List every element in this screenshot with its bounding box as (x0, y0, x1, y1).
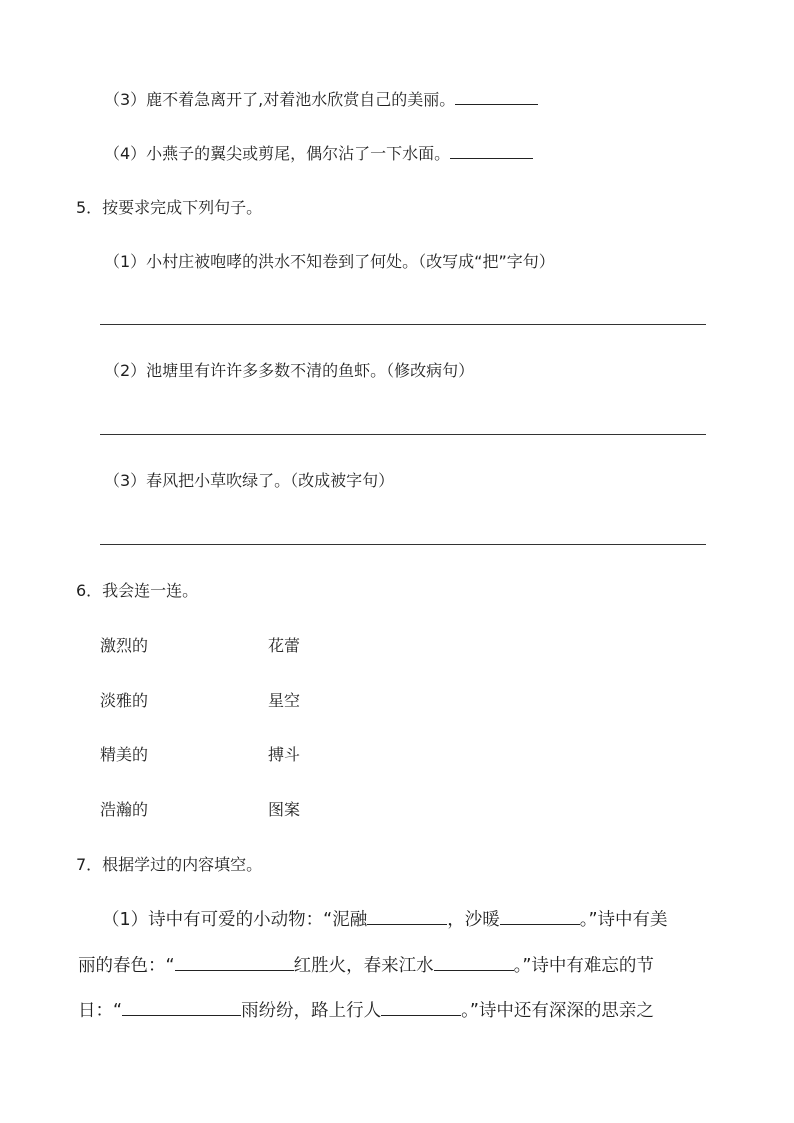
q6-right-item[interactable]: 星空 (268, 691, 301, 710)
q6-left-item[interactable]: 精美的 (100, 745, 149, 764)
q5-item-2: （2）池塘里有许许多多数不清的鱼虾。（修改病句） (104, 361, 475, 380)
q5-item-1: （1）小村庄被咆哮的洪水不知卷到了何处。（改写成“把”字句） (104, 252, 555, 271)
q7-line-2-text-c: 。”诗中有难忘的节 (513, 956, 654, 976)
q7-line-1-text-c: 。”诗中有美 (579, 910, 668, 930)
q7-line-2 (78, 954, 654, 978)
q4-item-4 (104, 142, 533, 165)
q7-blank-6[interactable] (381, 999, 461, 1016)
q7-blank-5[interactable] (122, 999, 241, 1016)
q6-left-item[interactable]: 淡雅的 (100, 691, 149, 710)
q7-line-2-text-b: 红胜火，春来江水 (293, 956, 434, 976)
q6-title: 6．我会连一连。 (76, 581, 199, 600)
q5-answer-line-3[interactable] (100, 544, 706, 545)
q7-title: 7．根据学过的内容填空。 (76, 855, 263, 874)
q6-right-item[interactable]: 图案 (268, 800, 301, 819)
q5-answer-line-1[interactable] (100, 324, 706, 325)
q7-line-1 (102, 908, 668, 932)
q6-right-item[interactable]: 搏斗 (268, 745, 301, 764)
q6-left-item[interactable]: 激烈的 (100, 636, 149, 655)
q4-item-3-blank[interactable] (455, 88, 538, 105)
q4-item-3 (104, 88, 538, 111)
q4-item-4-text: （4）小燕子的翼尖或剪尾，偶尔沾了一下水面。 (104, 144, 451, 163)
q7-line-3-text-b: 雨纷纷，路上行人 (241, 1001, 382, 1021)
q7-line-3-text-a: 日：“ (78, 1001, 123, 1021)
q7-line-2-text-a: 丽的春色：“ (78, 956, 175, 976)
q5-item-3: （3）春风把小草吹绿了。（改成被字句） (104, 471, 395, 490)
q6-right-item[interactable]: 花蕾 (268, 636, 301, 655)
q7-line-1-text-a: （1）诗中有可爱的小动物：“泥融 (102, 910, 368, 930)
q7-line-1-text-b: ，沙暖 (447, 910, 500, 930)
q5-title: 5．按要求完成下列句子。 (76, 198, 263, 217)
q7-blank-1[interactable] (367, 908, 447, 925)
q7-blank-2[interactable] (500, 908, 580, 925)
q4-item-4-blank[interactable] (450, 142, 533, 159)
q6-left-item[interactable]: 浩瀚的 (100, 800, 149, 819)
q4-item-3-text: （3）鹿不着急离开了,对着池水欣赏自己的美丽。 (104, 90, 456, 109)
q7-blank-4[interactable] (434, 954, 514, 971)
q7-line-3 (78, 999, 654, 1023)
q7-line-3-text-c: 。”诗中还有深深的思亲之 (461, 1001, 654, 1021)
q7-blank-3[interactable] (175, 954, 294, 971)
q5-answer-line-2[interactable] (100, 434, 706, 435)
